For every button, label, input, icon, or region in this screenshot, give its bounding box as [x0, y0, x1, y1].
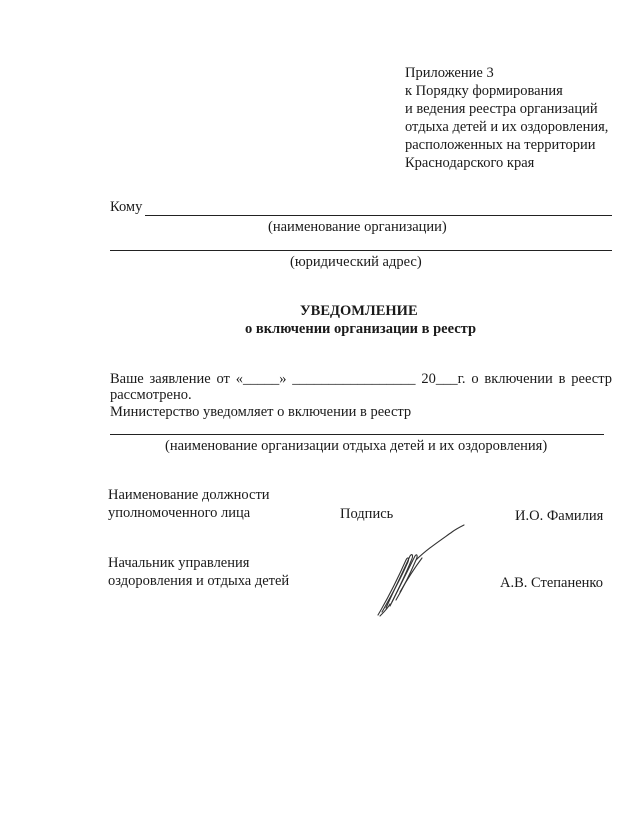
position-caption [108, 486, 270, 522]
body-word: Ваше [110, 371, 144, 387]
notice-subtitle: о включении организации в реестр [245, 321, 477, 337]
year-field: 20___г. [421, 371, 466, 387]
appendix-line: расположенных на территории [405, 137, 596, 153]
position-line-2: уполномоченного лица [108, 505, 251, 521]
signer-title-line-2: оздоровления и отдыха детей [108, 573, 290, 589]
appendix-line: и ведения реестра организаций [405, 101, 598, 117]
address-line [110, 250, 612, 251]
body-word: заявление [149, 371, 211, 387]
body-word: о [471, 371, 479, 387]
to-label: Кому [110, 199, 143, 215]
appendix-line: Краснодарского края [405, 155, 535, 171]
org-name-line [145, 215, 612, 216]
date-field: «_____» [235, 371, 287, 387]
org-name-caption: (наименование организации) [268, 219, 447, 235]
camp-name-caption: (наименование организации отдыха детей и их оздоровления) [165, 438, 548, 454]
signer-name: А.В. Степаненко [500, 575, 603, 591]
handwritten-signature [360, 520, 470, 625]
notice-title: УВЕДОМЛЕНИЕ [300, 303, 418, 319]
body-word: в [558, 371, 566, 387]
signer-title [108, 554, 289, 590]
address-caption: (юридический адрес) [290, 254, 422, 270]
appendix-line: отдыха детей и их оздоровления, [405, 119, 609, 135]
signer-title-line-1: Начальник управления [108, 555, 250, 571]
body-word: от [216, 371, 230, 387]
appendix-block [405, 64, 608, 172]
camp-name-line [110, 434, 604, 435]
appendix-line: к Порядку формирования [405, 83, 563, 99]
position-line-1: Наименование должности [108, 487, 270, 503]
body-line-2: рассмотрено. [110, 387, 192, 403]
name-label: И.О. Фамилия [515, 508, 604, 524]
body-line-3: Министерство уведомляет о включении в реестр [110, 404, 412, 420]
body-word: включении [484, 371, 553, 387]
month-field: _________________ [292, 371, 416, 387]
body-word: реестр [571, 371, 612, 387]
signature-label: Подпись [340, 506, 394, 522]
appendix-line: Приложение 3 [405, 65, 494, 81]
